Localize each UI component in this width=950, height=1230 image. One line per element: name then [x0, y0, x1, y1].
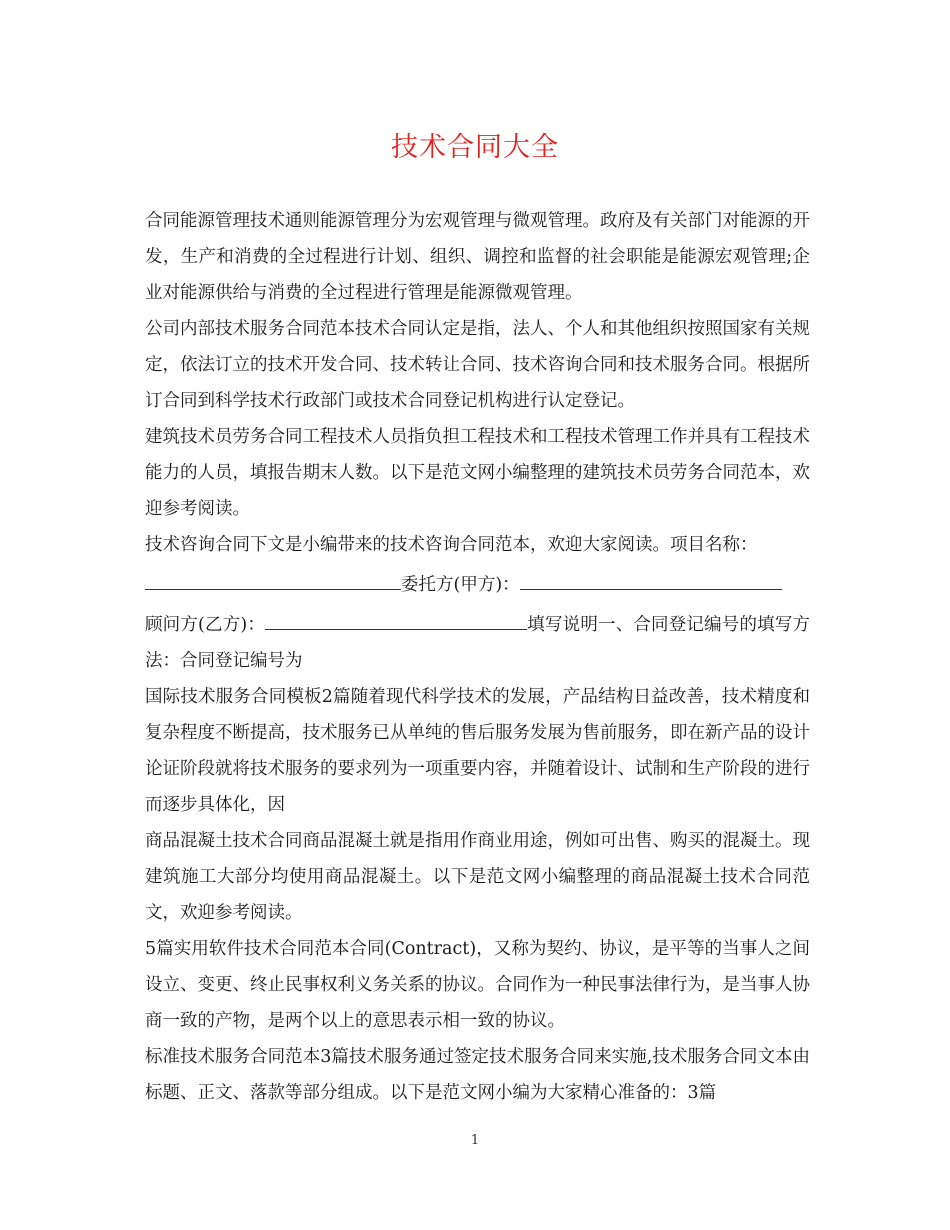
- advisor-label: 顾问方(乙方)：: [145, 615, 266, 635]
- paragraph: 公司内部技术服务合同范本技术合同认定是指，法人、个人和其他组织按照国家有关规定，依法订立的技术开发合同、技术转让合同、技术咨询合同和技术服务合同。根据所订合同到科学技术行政部门或技术合同登记机构进行认定登记。: [145, 319, 810, 411]
- project-name-blank: [145, 563, 401, 590]
- paragraph: 标准技术服务合同范本3篇技术服务通过签定技术服务合同来实施,技术服务合同文本由标题、正文、落款等部分组成。以下是范文网小编为大家精心准备的：3篇: [145, 1047, 810, 1103]
- paragraph: 建筑技术员劳务合同工程技术人员指负担工程技术和工程技术管理工作并具有工程技术能力的人员，填报告期末人数。以下是范文网小编整理的建筑技术员劳务合同范本，欢迎参考阅读。: [145, 427, 810, 519]
- client-blank: [520, 563, 782, 590]
- paragraph: 国际技术服务合同模板2篇随着现代科学技术的发展，产品结构日益改善，技术精度和复杂程度不断提高，技术服务已从单纯的售后服务发展为售前服务，即在新产品的设计论证阶段就将技术服务的要求列为一项重要内容，并随着设计、试制和生产阶段的进行而逐步具体化，因: [145, 687, 810, 815]
- document-body: [145, 203, 810, 1111]
- consult-intro: 技术咨询合同下文是小编带来的技术咨询合同范本，欢迎大家阅读。项目名称：: [145, 535, 758, 555]
- paragraph: 5篇实用软件技术合同范本合同(Contract)，又称为契约、协议，是平等的当事人之间设立、变更、终止民事权利义务关系的协议。合同作为一种民事法律行为，是当事人协商一致的产物，是两个以上的意思表示相一致的协议。: [145, 939, 810, 1031]
- page-number: 1: [470, 1133, 480, 1148]
- client-label: 委托方(甲方)：: [401, 575, 520, 595]
- advisor-blank: [265, 603, 527, 630]
- fill-note: 填写说明一、合同登记编号的填写方法：合同登记编号为: [145, 615, 811, 671]
- paragraph: 合同能源管理技术通则能源管理分为宏观管理与微观管理。政府及有关部门对能源的开发，生产和消费的全过程进行计划、组织、调控和监督的社会职能是能源宏观管理;企业对能源供给与消费的全过程进行管理是能源微观管理。: [145, 211, 810, 303]
- document-title: 技术合同大全: [391, 132, 559, 163]
- consult-paragraph: [145, 527, 810, 679]
- paragraph: 商品混凝土技术合同商品混凝土就是指用作商业用途，例如可出售、购买的混凝土。现建筑施工大部分均使用商品混凝土。以下是范文网小编整理的商品混凝土技术合同范文，欢迎参考阅读。: [145, 831, 810, 923]
